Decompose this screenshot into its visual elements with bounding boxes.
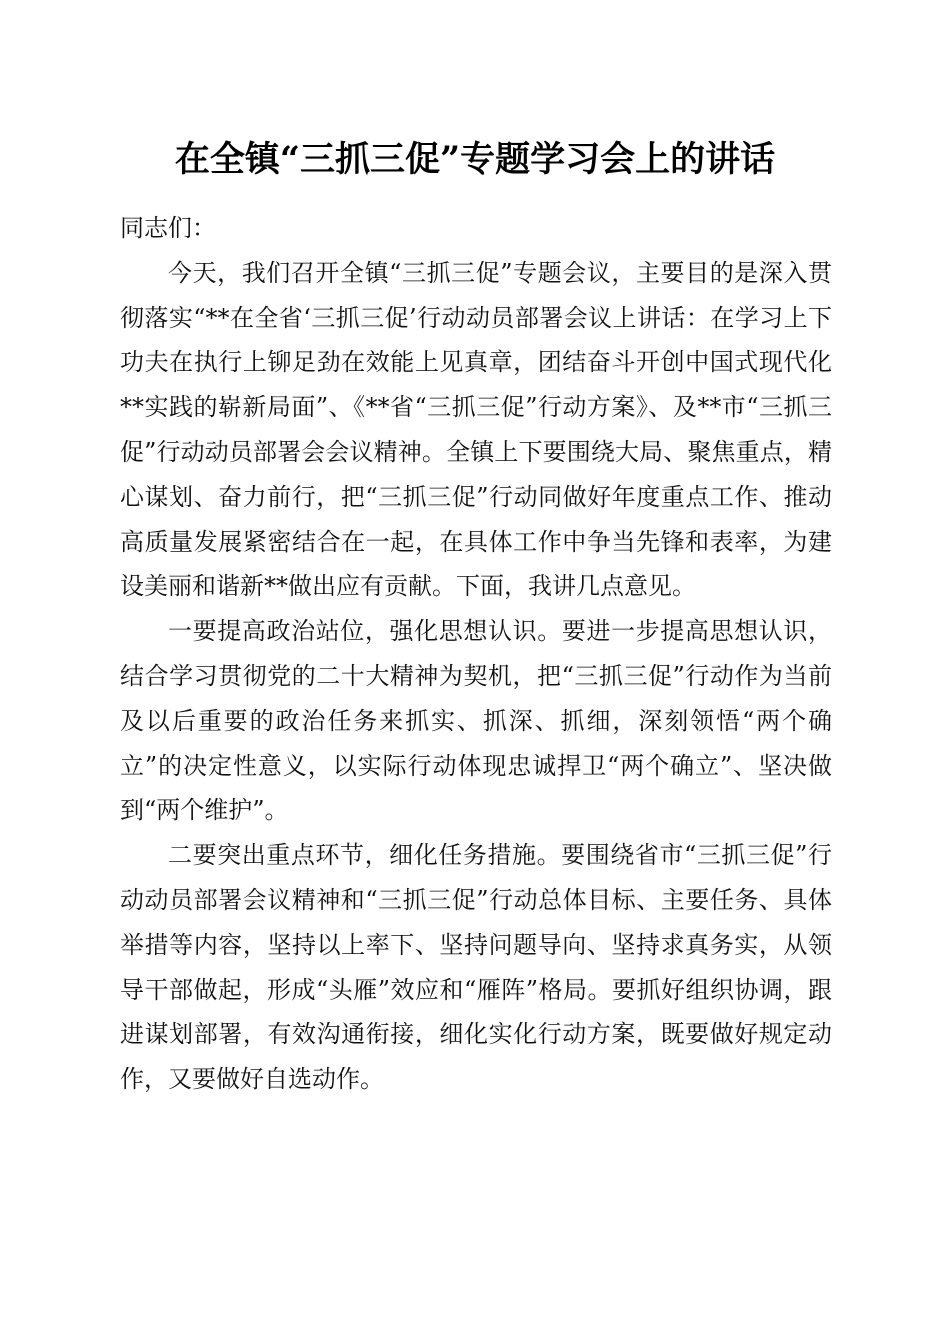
document-title: 在全镇“三抓三促”专题学习会上的讲话 [174, 139, 776, 180]
paragraph-intro: 今天，我们召开全镇“三抓三促”专题会议，主要目的是深入贯彻落实“**在全省‘三抓三促’行动动员部署会议上讲话：在学习上下功夫在执行上铆足劲在效能上见真章，团结奋斗开创中国式现代化**实践的崭新局面”、《**省“三抓三促”行动方案》、及**市“三抓三促”行动动员部署会会议精神。全镇上下要围绕大局、聚焦重点，精心谋划、奋力前行，把“三抓三促”行动同做好年度重点工作、推动高质量发展紧密结合在一起，在具体工作中争当先锋和表率，为建设美丽和谐新**做出应有贡献。下面，我讲几点意见。 [120, 258, 832, 601]
paragraph-point-two: 二要突出重点环节，细化任务措施。要围绕省市“三抓三促”行动动员部署会议精神和“三抓三促”行动总体目标、主要任务、具体举措等内容，坚持以上率下、坚持问题导向、坚持求真务实，从领导干部做起，形成“头雁”效应和“雁阵”格局。要抓好组织协调，跟进谋划部署，有效沟通衔接，细化实化行动方案，既要做好规定动作，又要做好自选动作。 [120, 841, 832, 1094]
document-body [120, 206, 832, 1102]
paragraph-point-one: 一要提高政治站位，强化思想认识。要进一步提高思想认识，结合学习贯彻党的二十大精神为契机，把“三抓三促”行动作为当前及以后重要的政治任务来抓实、抓深、抓细，深刻领悟“两个确立”的决定性意义，以实际行动体现忠诚捍卫“两个确立”、坚决做到“两个维护”。 [120, 617, 832, 825]
salutation: 同志们： [120, 214, 216, 242]
